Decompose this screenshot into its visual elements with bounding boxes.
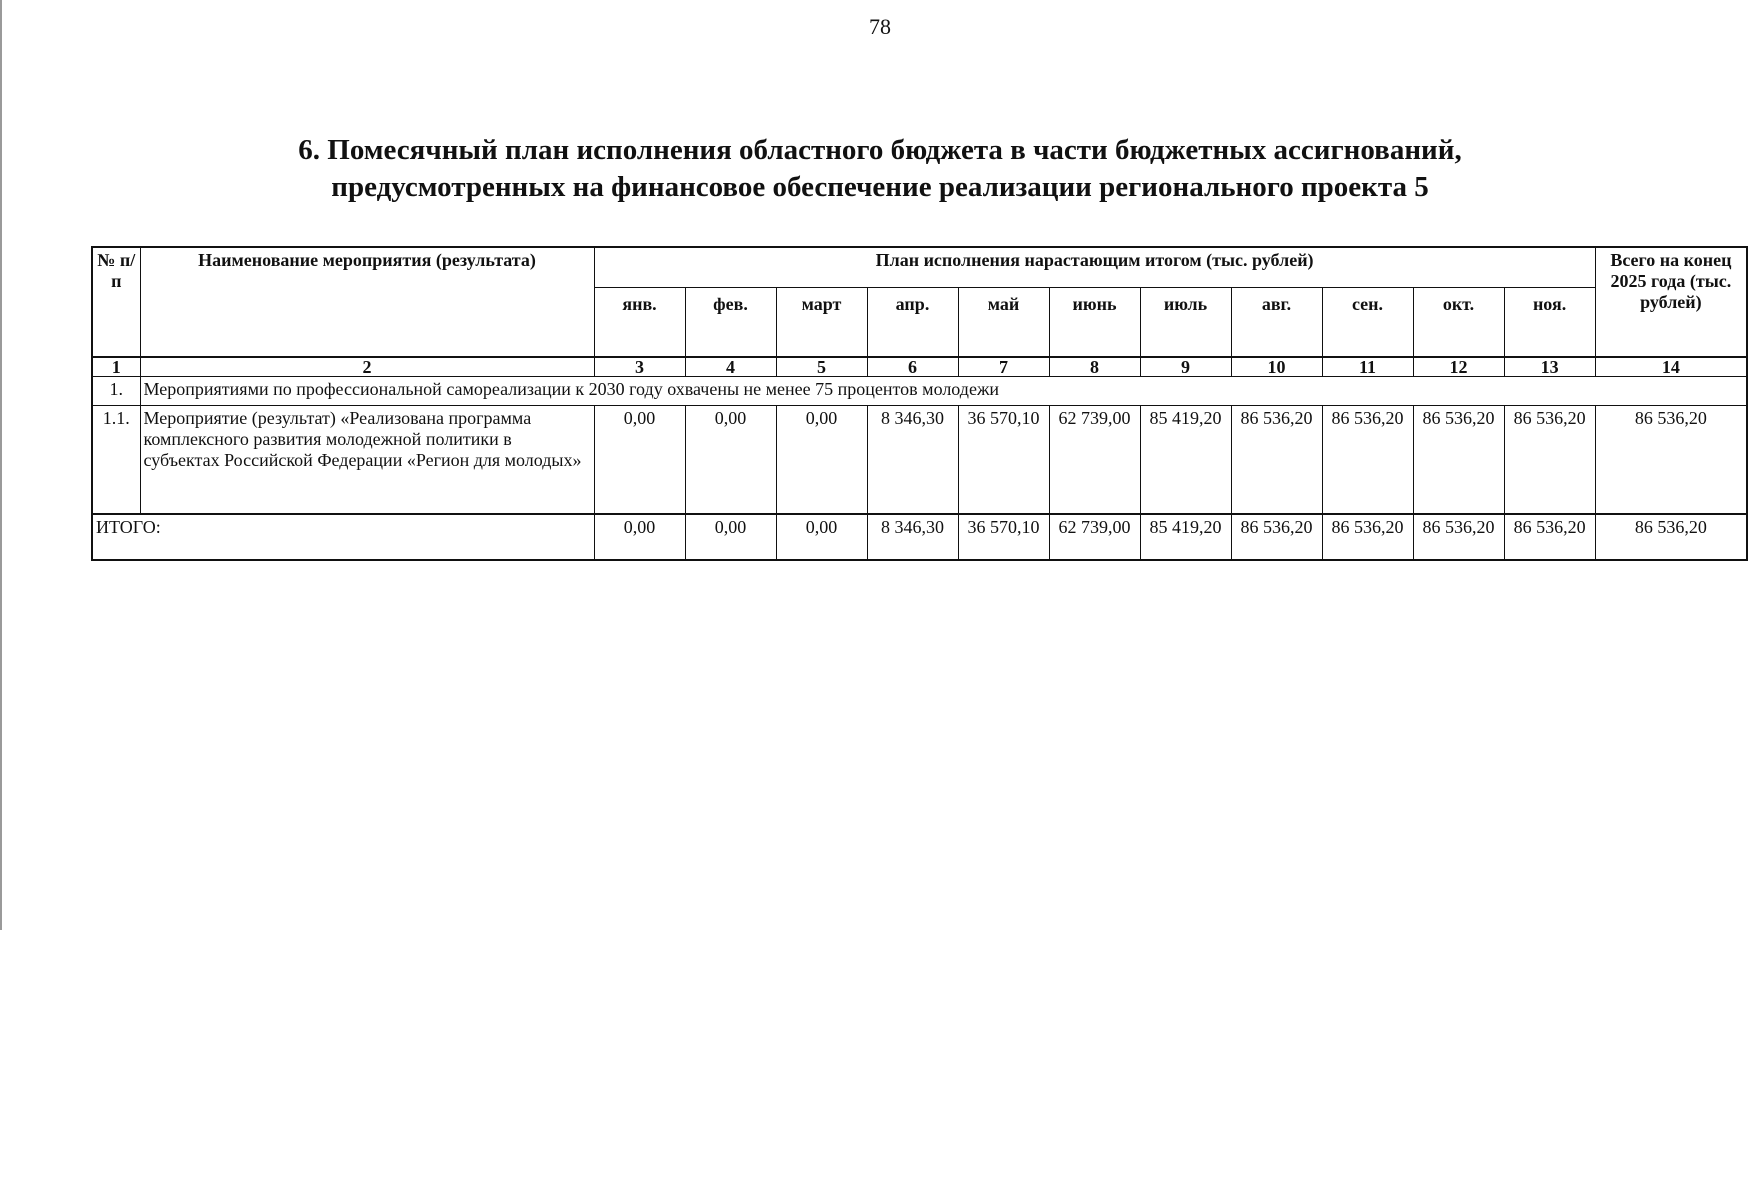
summary-value: 0,00 [594,514,685,560]
result-value: 36 570,10 [958,405,1049,514]
header-month: окт. [1413,287,1504,357]
column-number: 10 [1231,357,1322,377]
result-name: Мероприятие (результат) «Реализована программа комплексного развития молодежной политики в субъектах Российской Федерации «Регион для молодых» [140,405,594,514]
column-number: 11 [1322,357,1413,377]
result-row [92,405,1747,514]
page-edge-rule [0,0,2,930]
header-total: Всего на конец 2025 года (тыс. рублей) [1595,247,1747,357]
section-number: 1. [92,376,140,405]
title-line-1: 6. Помесячный план исполнения областного бюджета в части бюджетных ассигнований, [298,134,1462,166]
header-month: июль [1140,287,1231,357]
column-number: 5 [776,357,867,377]
budget-plan-table [91,246,1748,561]
result-total: 86 536,20 [1595,405,1747,514]
column-number: 6 [867,357,958,377]
column-number: 9 [1140,357,1231,377]
summary-label: ИТОГО: [92,514,594,560]
result-value: 0,00 [776,405,867,514]
summary-value: 86 536,20 [1322,514,1413,560]
column-number: 1 [92,357,140,377]
result-number: 1.1. [92,405,140,514]
summary-total: 86 536,20 [1595,514,1747,560]
column-number: 13 [1504,357,1595,377]
summary-value: 36 570,10 [958,514,1049,560]
header-month: авг. [1231,287,1322,357]
result-value: 0,00 [685,405,776,514]
header-plan: План исполнения нарастающим итогом (тыс. рублей) [594,247,1595,287]
summary-row [92,514,1747,560]
result-value: 86 536,20 [1504,405,1595,514]
summary-value: 86 536,20 [1504,514,1595,560]
header-month: апр. [867,287,958,357]
title-line-2: предусмотренных на финансовое обеспечение реализации регионального проекта 5 [331,171,1429,203]
column-number: 3 [594,357,685,377]
summary-value: 62 739,00 [1049,514,1140,560]
column-number: 2 [140,357,594,377]
column-number: 4 [685,357,776,377]
header-month: сен. [1322,287,1413,357]
header-name: Наименование мероприятия (результата) [140,247,594,357]
column-number: 12 [1413,357,1504,377]
summary-value: 86 536,20 [1231,514,1322,560]
summary-value: 86 536,20 [1413,514,1504,560]
header-number: № п/п [92,247,140,357]
document-title [100,132,1660,206]
header-month: июнь [1049,287,1140,357]
result-value: 0,00 [594,405,685,514]
column-number: 7 [958,357,1049,377]
section-row [92,376,1747,405]
page-number: 78 [869,14,891,39]
column-number: 14 [1595,357,1747,377]
summary-value: 0,00 [685,514,776,560]
result-value: 62 739,00 [1049,405,1140,514]
result-value: 86 536,20 [1231,405,1322,514]
result-value: 85 419,20 [1140,405,1231,514]
result-value: 8 346,30 [867,405,958,514]
header-month: март [776,287,867,357]
result-value: 86 536,20 [1413,405,1504,514]
column-number-row [92,357,1747,377]
header-month: май [958,287,1049,357]
header-month: фев. [685,287,776,357]
header-month: ноя. [1504,287,1595,357]
result-value: 86 536,20 [1322,405,1413,514]
summary-value: 8 346,30 [867,514,958,560]
header-month: янв. [594,287,685,357]
summary-value: 85 419,20 [1140,514,1231,560]
column-number: 8 [1049,357,1140,377]
section-text: Мероприятиями по профессиональной самореализации к 2030 году охвачены не менее 75 процентов молодежи [140,376,1747,405]
summary-value: 0,00 [776,514,867,560]
